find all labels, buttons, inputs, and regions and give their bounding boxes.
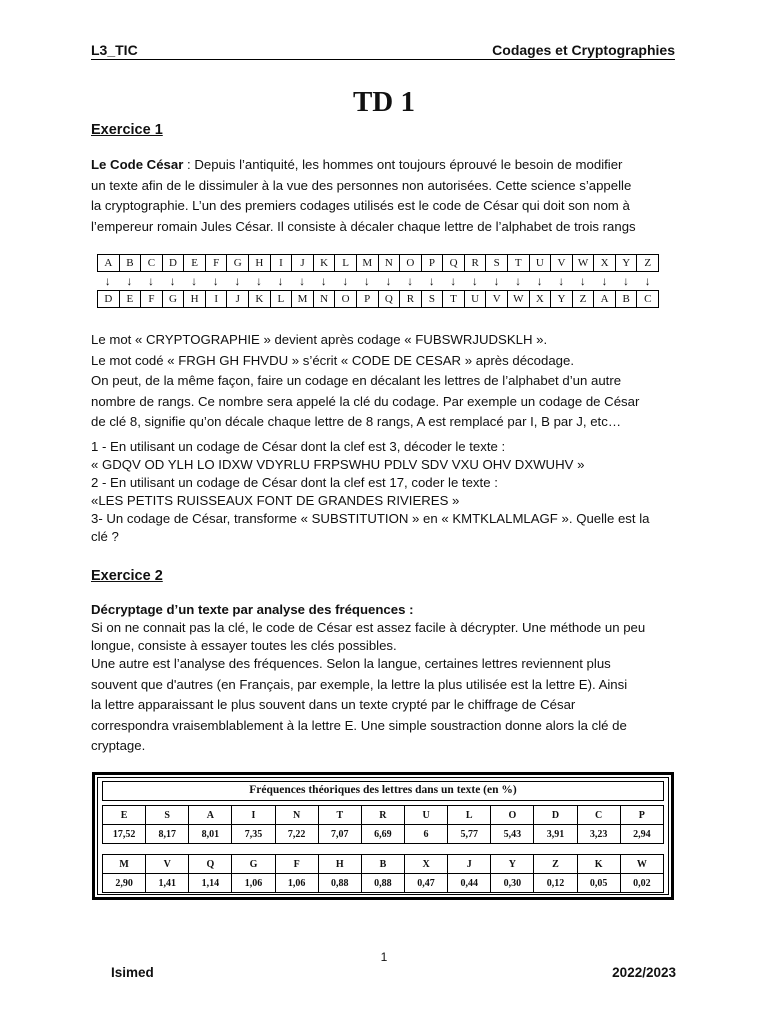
frequency-letter-cell: B <box>361 855 404 874</box>
frequency-letter-cell: X <box>404 855 447 874</box>
down-arrow-icon: ↓ <box>493 274 500 288</box>
intro-line-4: l’empereur romain Jules César. Il consiste à décaler chaque lettre de l’alphabet de trois rangs <box>91 218 636 234</box>
shifted-letter-cell: R <box>400 291 422 307</box>
frequency-value-cell: 1,41 <box>146 874 189 893</box>
frequency-letter-cell: U <box>404 806 447 825</box>
plain-letter-cell: J <box>292 255 314 271</box>
shifted-letter-cell: G <box>163 291 185 307</box>
shifted-letter-cell: E <box>120 291 142 307</box>
ex2-line-5: la lettre apparaissant le plus souvent dans un texte crypté par le chiffrage de César <box>91 697 576 713</box>
shifted-letter-cell: U <box>465 291 487 307</box>
plain-letter-cell: F <box>206 255 228 271</box>
shifted-letter-cell: O <box>335 291 357 307</box>
shifted-alphabet-row <box>97 290 659 308</box>
example-line-1: Le mot « CRYPTOGRAPHIE » devient après codage « FUBSWRJUDSKLH ». <box>91 332 548 347</box>
caesar-cipher-table <box>97 254 659 310</box>
plain-letter-cell: A <box>98 255 120 271</box>
question-1-text: « GDQV OD YLH LO IDXW VDYRLU FRPSWHU PDLV SDV VXU OHV DXWUHV » <box>91 457 585 472</box>
shifted-letter-cell: Q <box>379 291 401 307</box>
plain-letter-cell: B <box>120 255 142 271</box>
down-arrow-icon: ↓ <box>255 274 262 288</box>
plain-letter-cell: R <box>465 255 487 271</box>
frequency-value-cell: 8,17 <box>146 825 189 844</box>
ex2-line-1: Si on ne connait pas la clé, le code de César est assez facile à décrypter. Une méthode un peu <box>91 620 646 635</box>
down-arrow-icon: ↓ <box>363 274 370 288</box>
footer-year: 2022/2023 <box>612 965 676 980</box>
exercise-1-title: Exercice 1 <box>91 122 163 138</box>
plain-letter-cell: K <box>314 255 336 271</box>
frequency-letter-cell: Z <box>534 855 577 874</box>
shifted-letter-cell: V <box>486 291 508 307</box>
plain-letter-cell: M <box>357 255 379 271</box>
footer-institution: Isimed <box>111 965 154 980</box>
shifted-letter-cell: X <box>530 291 552 307</box>
ex2-line-4: souvent que d'autres (en Français, par exemple, la lettre la plus utilisée est la lettre E). Ainsi <box>91 676 628 692</box>
exercise-1-examples <box>91 330 675 433</box>
frequency-letters-row-1 <box>103 806 664 825</box>
down-arrow-icon: ↓ <box>169 274 176 288</box>
frequency-letter-cell: W <box>620 855 663 874</box>
page-title: TD 1 <box>352 86 416 118</box>
plain-letter-cell: Z <box>637 255 659 271</box>
shifted-letter-cell: L <box>271 291 293 307</box>
down-arrow-icon: ↓ <box>277 274 284 288</box>
question-3: 3- Un codage de César, transforme « SUBSTITUTION » en « KMTKLALMLAGF ». Quelle est la <box>91 511 650 526</box>
frequency-value-cell: 3,23 <box>577 825 620 844</box>
frequency-letters-row-2 <box>103 855 664 874</box>
intro-line-2: un texte afin de le dissimuler à la vue des personnes non autorisées. Cette science s’appelle <box>91 177 632 193</box>
header-course: L3_TIC <box>91 42 138 58</box>
frequency-letter-cell: T <box>318 806 361 825</box>
ex2-line-6: correspondra vraisemblablement à la lettre E. Une simple soustraction donne alors la clé de <box>91 717 627 733</box>
down-arrow-icon: ↓ <box>407 274 414 288</box>
frequency-value-cell: 8,01 <box>189 825 232 844</box>
shifted-letter-cell: B <box>616 291 638 307</box>
shifted-letter-cell: H <box>184 291 206 307</box>
question-3-end: clé ? <box>91 529 119 544</box>
down-arrow-icon: ↓ <box>623 274 630 288</box>
plain-letter-cell: Y <box>616 255 638 271</box>
frequency-value-cell: 7,35 <box>232 825 275 844</box>
shifted-letter-cell: Y <box>551 291 573 307</box>
frequency-value-cell: 5,43 <box>491 825 534 844</box>
down-arrow-icon: ↓ <box>515 274 522 288</box>
down-arrow-icon: ↓ <box>579 274 586 288</box>
frequency-value-cell: 7,07 <box>318 825 361 844</box>
frequency-table-title: Fréquences théoriques des lettres dans un texte (en %) <box>102 781 664 801</box>
frequency-value-cell: 2,94 <box>620 825 663 844</box>
frequency-value-cell: 0,30 <box>491 874 534 893</box>
example-line-4: nombre de rangs. Ce nombre sera appelé la clé du codage. Par exemple un codage de César <box>91 393 640 409</box>
frequency-value-cell: 0,12 <box>534 874 577 893</box>
plain-letter-cell: V <box>551 255 573 271</box>
shifted-letter-cell: I <box>206 291 228 307</box>
exercise-2-subtitle: Décryptage d’un texte par analyse des fréquences : <box>91 602 414 617</box>
frequency-values-row-2 <box>103 874 664 893</box>
exercise-2-subtitle-block <box>91 601 675 655</box>
frequency-value-cell: 1,06 <box>275 874 318 893</box>
frequency-value-cell: 0,05 <box>577 874 620 893</box>
plain-letter-cell: N <box>379 255 401 271</box>
frequency-value-cell: 7,22 <box>275 825 318 844</box>
plain-letter-cell: L <box>335 255 357 271</box>
frequency-table-1 <box>102 805 664 844</box>
question-1: 1 - En utilisant un codage de César dont la clef est 3, décoder le texte : <box>91 439 506 454</box>
ex2-line-3: Une autre est l’analyse des fréquences. Selon la langue, certaines lettres reviennent plus <box>91 656 611 671</box>
frequency-value-cell: 5,77 <box>448 825 491 844</box>
frequency-letter-cell: S <box>146 806 189 825</box>
plain-letter-cell: H <box>249 255 271 271</box>
frequency-letter-cell: Y <box>491 855 534 874</box>
frequency-letter-cell: N <box>275 806 318 825</box>
frequency-value-cell: 17,52 <box>103 825 146 844</box>
frequency-letter-cell: P <box>620 806 663 825</box>
plain-letter-cell: I <box>271 255 293 271</box>
question-2: 2 - En utilisant un codage de César dont la clef est 17, coder le texte : <box>91 475 498 490</box>
plain-letter-cell: S <box>486 255 508 271</box>
frequency-value-cell: 0,88 <box>361 874 404 893</box>
header-rule <box>91 59 675 60</box>
intro-line-1-text: : Depuis l’antiquité, les hommes ont toujours éprouvé le besoin de modifier <box>183 157 623 172</box>
plain-letter-cell: U <box>530 255 552 271</box>
header-subject: Codages et Cryptographies <box>492 42 675 58</box>
plain-letter-cell: E <box>184 255 206 271</box>
example-line-3: On peut, de la même façon, faire un codage en décalant les lettres de l’alphabet d’un autre <box>91 373 622 389</box>
down-arrow-icon: ↓ <box>147 274 154 288</box>
frequency-value-cell: 6 <box>404 825 447 844</box>
down-arrow-icon: ↓ <box>601 274 608 288</box>
exercise-2-body <box>91 654 675 757</box>
shifted-letter-cell: T <box>443 291 465 307</box>
shifted-letter-cell: K <box>249 291 271 307</box>
plain-letter-cell: D <box>163 255 185 271</box>
down-arrow-icon: ↓ <box>428 274 435 288</box>
down-arrow-icon: ↓ <box>126 274 133 288</box>
frequency-letter-cell: K <box>577 855 620 874</box>
frequency-letter-cell: Q <box>189 855 232 874</box>
arrow-row <box>97 272 659 290</box>
frequency-letter-cell: C <box>577 806 620 825</box>
plain-letter-cell: Q <box>443 255 465 271</box>
frequency-value-cell: 0,88 <box>318 874 361 893</box>
ex2-line-7: cryptage. <box>91 738 146 754</box>
down-arrow-icon: ↓ <box>191 274 198 288</box>
down-arrow-icon: ↓ <box>234 274 241 288</box>
plain-letter-cell: T <box>508 255 530 271</box>
shifted-letter-cell: W <box>508 291 530 307</box>
shifted-letter-cell: A <box>594 291 616 307</box>
shifted-letter-cell: M <box>292 291 314 307</box>
frequency-letter-cell: G <box>232 855 275 874</box>
frequency-letter-cell: R <box>361 806 404 825</box>
down-arrow-icon: ↓ <box>385 274 392 288</box>
frequency-letter-cell: J <box>448 855 491 874</box>
plain-letter-cell: X <box>594 255 616 271</box>
plain-alphabet-row <box>97 254 659 272</box>
intro-line-1 <box>91 155 675 176</box>
frequency-value-cell: 1,14 <box>189 874 232 893</box>
frequency-letter-cell: F <box>275 855 318 874</box>
frequency-value-cell: 2,90 <box>103 874 146 893</box>
down-arrow-icon: ↓ <box>558 274 565 288</box>
frequency-letter-cell: L <box>448 806 491 825</box>
frequency-value-cell: 1,06 <box>232 874 275 893</box>
example-line-2: Le mot codé « FRGH GH FHVDU » s’écrit « CODE DE CESAR » après décodage. <box>91 352 574 368</box>
frequency-value-cell: 0,44 <box>448 874 491 893</box>
plain-letter-cell: G <box>227 255 249 271</box>
shifted-letter-cell: N <box>314 291 336 307</box>
frequency-value-cell: 3,91 <box>534 825 577 844</box>
down-arrow-icon: ↓ <box>212 274 219 288</box>
frequency-letter-cell: D <box>534 806 577 825</box>
shifted-letter-cell: S <box>422 291 444 307</box>
plain-letter-cell: C <box>141 255 163 271</box>
frequency-letter-cell: V <box>146 855 189 874</box>
frequency-letter-cell: M <box>103 855 146 874</box>
exercise-1-intro <box>91 155 675 237</box>
shifted-letter-cell: F <box>141 291 163 307</box>
shifted-letter-cell: P <box>357 291 379 307</box>
exercise-1-questions <box>91 438 675 546</box>
frequency-value-cell: 0,47 <box>404 874 447 893</box>
example-line-5: de clé 8, signifie qu’on décale chaque lettre de 8 rangs, A est remplacé par I, B par J, etc… <box>91 414 622 430</box>
down-arrow-icon: ↓ <box>320 274 327 288</box>
exercise-2-title: Exercice 2 <box>91 568 163 584</box>
down-arrow-icon: ↓ <box>471 274 478 288</box>
down-arrow-icon: ↓ <box>104 274 111 288</box>
down-arrow-icon: ↓ <box>536 274 543 288</box>
question-2-text: «LES PETITS RUISSEAUX FONT DE GRANDES RIVIERES » <box>91 493 460 508</box>
intro-line-3: la cryptographie. L’un des premiers codages utilisés est le code de César qui doit son nom à <box>91 198 630 214</box>
down-arrow-icon: ↓ <box>342 274 349 288</box>
shifted-letter-cell: J <box>227 291 249 307</box>
frequency-letter-cell: H <box>318 855 361 874</box>
frequency-table-frame <box>92 772 674 900</box>
frequency-letter-cell: I <box>232 806 275 825</box>
intro-bold-term: Le Code César <box>91 157 184 172</box>
frequency-letter-cell: A <box>189 806 232 825</box>
frequency-values-row-1 <box>103 825 664 844</box>
shifted-letter-cell: D <box>98 291 120 307</box>
frequency-table-2 <box>102 854 664 893</box>
frequency-letter-cell: E <box>103 806 146 825</box>
frequency-value-cell: 6,69 <box>361 825 404 844</box>
down-arrow-icon: ↓ <box>450 274 457 288</box>
shifted-letter-cell: C <box>637 291 659 307</box>
plain-letter-cell: O <box>400 255 422 271</box>
frequency-value-cell: 0,02 <box>620 874 663 893</box>
shifted-letter-cell: Z <box>573 291 595 307</box>
plain-letter-cell: P <box>422 255 444 271</box>
page-number: 1 <box>380 950 388 964</box>
plain-letter-cell: W <box>573 255 595 271</box>
ex2-line-2: longue, consiste à essayer toutes les clés possibles. <box>91 638 397 653</box>
down-arrow-icon: ↓ <box>299 274 306 288</box>
down-arrow-icon: ↓ <box>644 274 651 288</box>
frequency-letter-cell: O <box>491 806 534 825</box>
